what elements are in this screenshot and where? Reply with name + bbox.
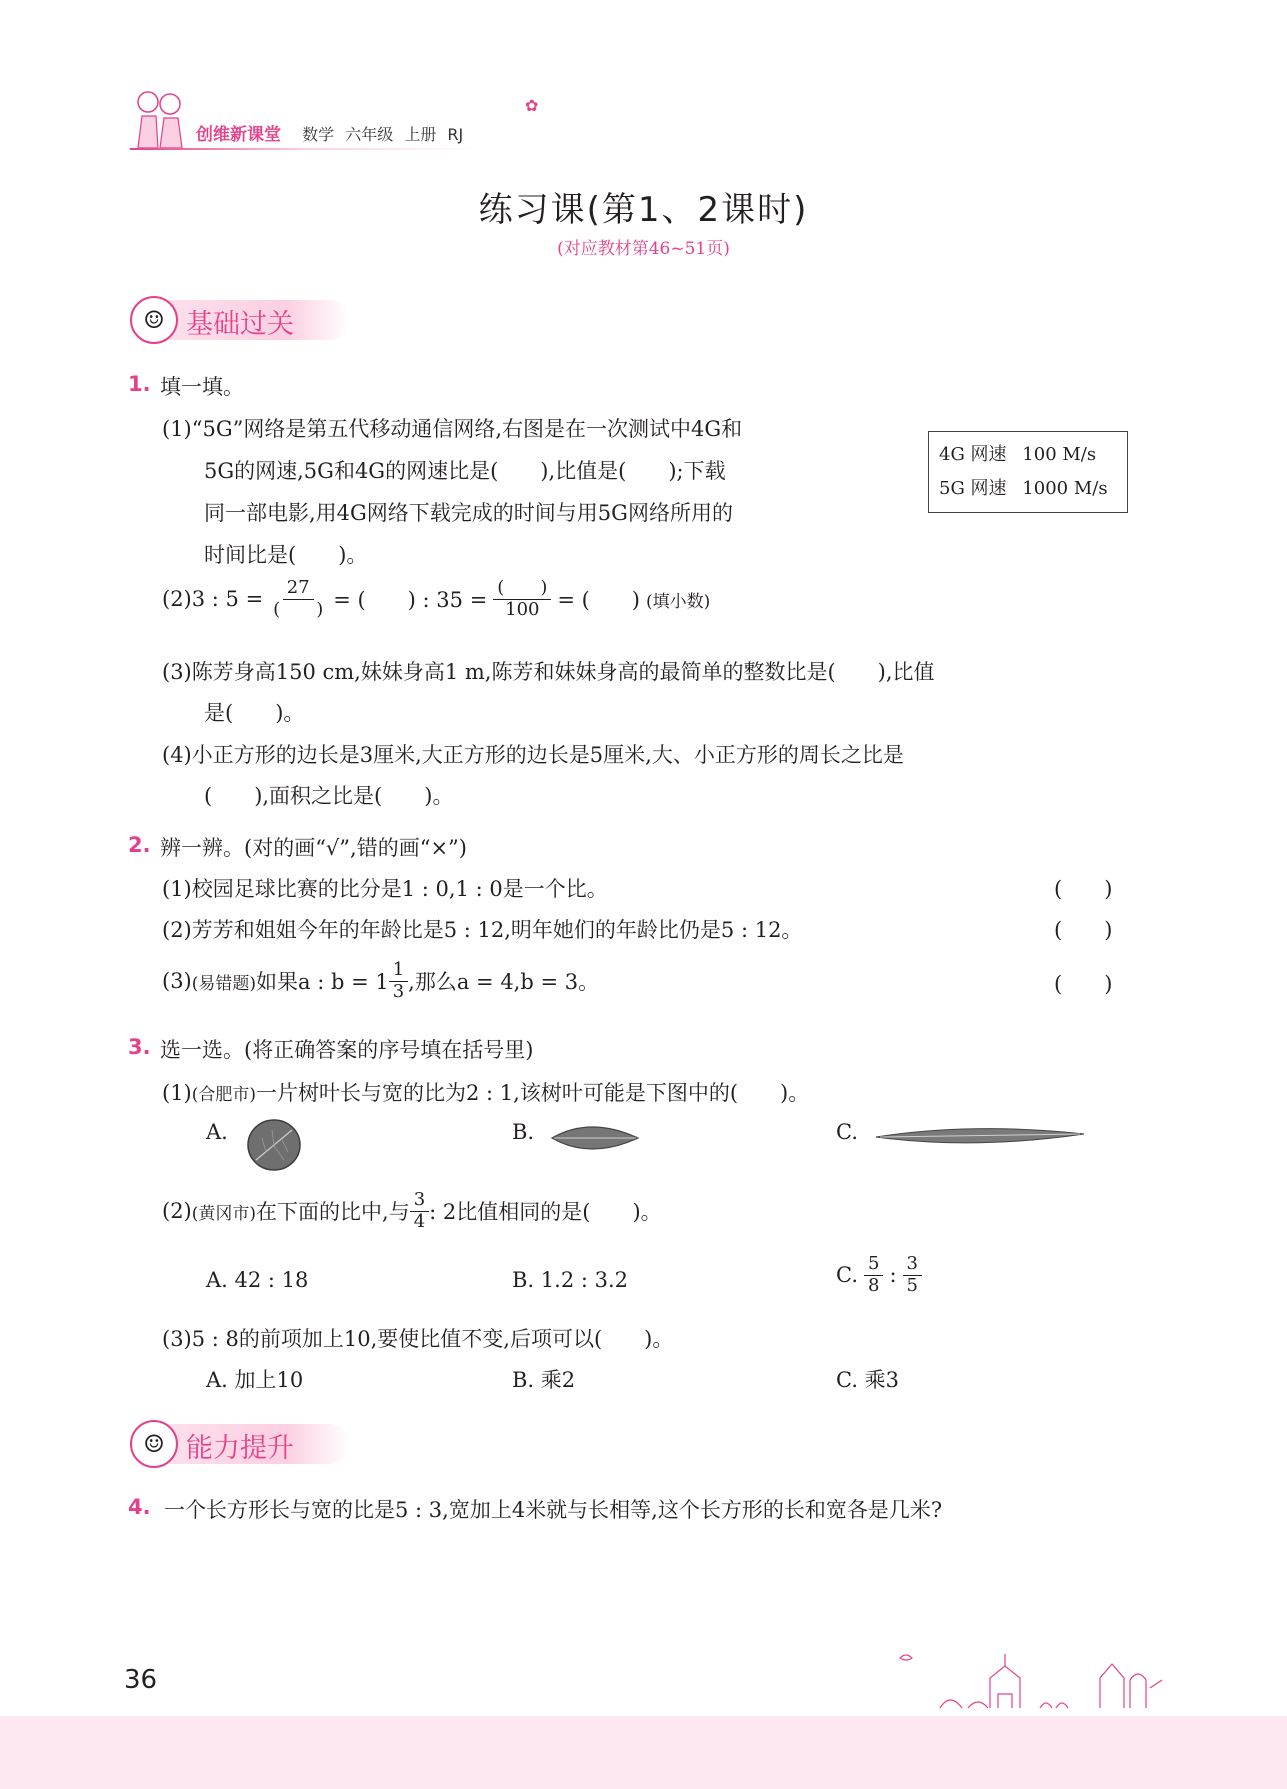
q3-p3: (3)5 : 8的前项加上10,要使比值不变,后项可以( )。 <box>162 1327 674 1351</box>
q4-number: 4. <box>128 1495 151 1519</box>
q2-item-2: (2)芳芳和姐姐今年的年龄比是5 : 12,明年她们的年龄比仍是5 : 12。 <box>162 918 803 942</box>
header-mascot <box>130 88 190 150</box>
page-subtitle: (对应教材第46~51页) <box>557 239 730 259</box>
section-mascot-icon: ☺ <box>130 296 178 344</box>
q1-p2-mid: = ( ) : 35 = <box>333 588 488 613</box>
q1-p4-line2: ( ),面积之比是( )。 <box>204 784 454 808</box>
netbox-row-5g <box>939 472 1117 506</box>
page-number: 36 <box>124 1665 158 1695</box>
network-speed-table <box>928 431 1128 513</box>
q2-item-3-prefix: (3) <box>162 969 192 994</box>
q2-item-3-blank[interactable]: ( ) <box>1054 972 1113 996</box>
footer-band <box>0 1716 1287 1789</box>
netbox-4g-value: 100 M/s <box>1022 444 1097 465</box>
q3-p2-c-frac2-num: 3 <box>903 1254 922 1276</box>
q3-p2-frac-den: 4 <box>413 1210 426 1232</box>
q3-p2-text1: 在下面的比中,与 <box>256 1200 410 1225</box>
q1-p1-line3: 同一部电影,用4G网络下载完成的时间与用5G网络所用的 <box>204 501 733 525</box>
q3-p3-option-a[interactable]: A. 加上10 <box>206 1368 304 1392</box>
q3-p2 <box>162 1190 662 1232</box>
q1-p2-frac2-num: ( ) <box>493 578 551 600</box>
q3-p1-text: 一片树叶长与宽的比为2 : 1,该树叶可能是下图中的( )。 <box>256 1081 810 1105</box>
q3-p3-option-b[interactable]: B. 乘2 <box>512 1368 576 1392</box>
q3-p1-prefix: (1) <box>162 1081 192 1105</box>
q3-p2-prefix: (2) <box>162 1199 192 1224</box>
q3-p1-option-b[interactable]: B. <box>512 1120 535 1144</box>
q3-p2-option-c-label: C. <box>836 1263 858 1288</box>
leaf-a-icon <box>244 1116 304 1178</box>
header-subject: 数学 <box>302 125 335 144</box>
q1-p4-line1: (4)小正方形的边长是3厘米,大正方形的边长是5厘米,大、小正方形的周长之比是 <box>162 743 904 767</box>
q1-p2-frac2-den: 100 <box>505 598 540 620</box>
q2-item-3-fraction <box>389 960 408 1002</box>
q2-item-1: (1)校园足球比赛的比分是1 : 0,1 : 0是一个比。 <box>162 877 608 901</box>
page-title: 练习课(第1、2课时) <box>478 190 809 230</box>
leaf-c-icon <box>874 1124 1086 1154</box>
leaf-b-icon <box>550 1120 640 1160</box>
q3-p2-c-fraction-1 <box>864 1254 883 1296</box>
q2-item-3-frac-den: 3 <box>392 980 405 1002</box>
q3-p2-c-frac1-den: 8 <box>868 1274 880 1296</box>
q3-p2-option-a[interactable]: A. 42 : 18 <box>206 1268 309 1292</box>
q3-p3-option-c[interactable]: C. 乘3 <box>836 1368 900 1392</box>
q2-item-1-blank[interactable]: ( ) <box>1054 877 1113 901</box>
netbox-5g-label: 5G 网速 <box>939 478 1007 499</box>
butterfly-icon: ✿ <box>525 96 539 115</box>
q3-p1 <box>162 1077 809 1107</box>
q3-p2-frac-num: 3 <box>410 1190 429 1212</box>
q1-p2-fraction-1 <box>269 578 327 620</box>
q1-stem: 填一填。 <box>160 375 244 399</box>
q1-p2 <box>162 578 710 620</box>
q3-p2-c-frac2-den: 5 <box>906 1274 918 1296</box>
header-underline <box>130 148 480 150</box>
q1-p1-line2: 5G的网速,5G和4G的网速比是( ),比值是( );下载 <box>204 459 726 483</box>
header-volume: 上册 <box>404 125 437 144</box>
section-advance-title: 能力提升 <box>186 1433 294 1464</box>
q1-p2-fraction-2 <box>493 578 551 620</box>
section-advance-mascot-icon: ☺ <box>130 1420 178 1468</box>
q1-p2-frac1-den: ( ) <box>273 598 324 620</box>
q1-number: 1. <box>128 372 151 396</box>
header-grade: 六年级 <box>345 125 394 144</box>
q1-p1-line4: 时间比是( )。 <box>204 543 368 567</box>
q3-p2-c-colon: : <box>889 1263 897 1288</box>
q4-text: 一个长方形长与宽的比是5 : 3,宽加上4米就与长相等,这个长方形的长和宽各是几米? <box>164 1498 943 1522</box>
q3-p1-option-a[interactable]: A. <box>206 1120 228 1144</box>
netbox-row-4g <box>939 438 1117 472</box>
q2-item-2-blank[interactable]: ( ) <box>1054 918 1113 942</box>
q2-item-3-text: 如果a : b = 1 <box>256 970 389 995</box>
q3-p1-option-c[interactable]: C. <box>836 1120 858 1144</box>
netbox-5g-value: 1000 M/s <box>1022 478 1108 499</box>
q1-p3-line1: (3)陈芳身高150 cm,妹妹身高1 m,陈芳和妹妹身高的最简单的整数比是( ),比值 <box>162 660 935 684</box>
q1-p2-note: (填小数) <box>646 591 711 612</box>
q1-p2-frac1-num: 27 <box>283 578 314 600</box>
q1-p2-suffix: = ( ) <box>557 588 641 613</box>
q3-p2-fraction <box>410 1190 429 1232</box>
q1-p1-line1: (1)“5G”网络是第五代移动通信网络,右图是在一次测试中4G和 <box>162 417 743 441</box>
q1-p2-prefix: (2)3 : 5 = <box>162 587 264 612</box>
q3-p2-tag: (黄冈市) <box>191 1203 257 1224</box>
q3-number: 3. <box>128 1035 151 1059</box>
q2-number: 2. <box>128 833 151 857</box>
netbox-4g-label: 4G 网速 <box>939 444 1007 465</box>
header-edition: RJ <box>447 125 464 144</box>
q3-p2-option-b[interactable]: B. 1.2 : 3.2 <box>512 1268 629 1292</box>
header-bar <box>196 120 463 145</box>
q2-stem: 辨一辨。(对的画“√”,错的画“×”) <box>160 836 467 860</box>
brand-name: 创维新课堂 <box>196 125 281 145</box>
q3-p2-c-frac1-num: 5 <box>864 1254 883 1276</box>
q3-p2-c-fraction-2 <box>903 1254 922 1296</box>
q2-item-3-tag: (易错题) <box>191 973 257 994</box>
castle-illustration-icon <box>880 1648 1170 1722</box>
q2-item-3-frac-num: 1 <box>389 960 408 982</box>
section-basic-title: 基础过关 <box>186 309 294 340</box>
q3-p2-option-c[interactable] <box>836 1254 922 1296</box>
q3-stem: 选一选。(将正确答案的序号填在括号里) <box>160 1038 534 1062</box>
q1-p3-line2: 是( )。 <box>204 701 305 725</box>
q2-item-3-suffix: ,那么a = 4,b = 3。 <box>408 970 600 995</box>
q3-p1-tag: (合肥市) <box>191 1085 257 1105</box>
q3-p2-text2: : 2比值相同的是( )。 <box>429 1200 662 1225</box>
q2-item-3 <box>162 960 599 1002</box>
